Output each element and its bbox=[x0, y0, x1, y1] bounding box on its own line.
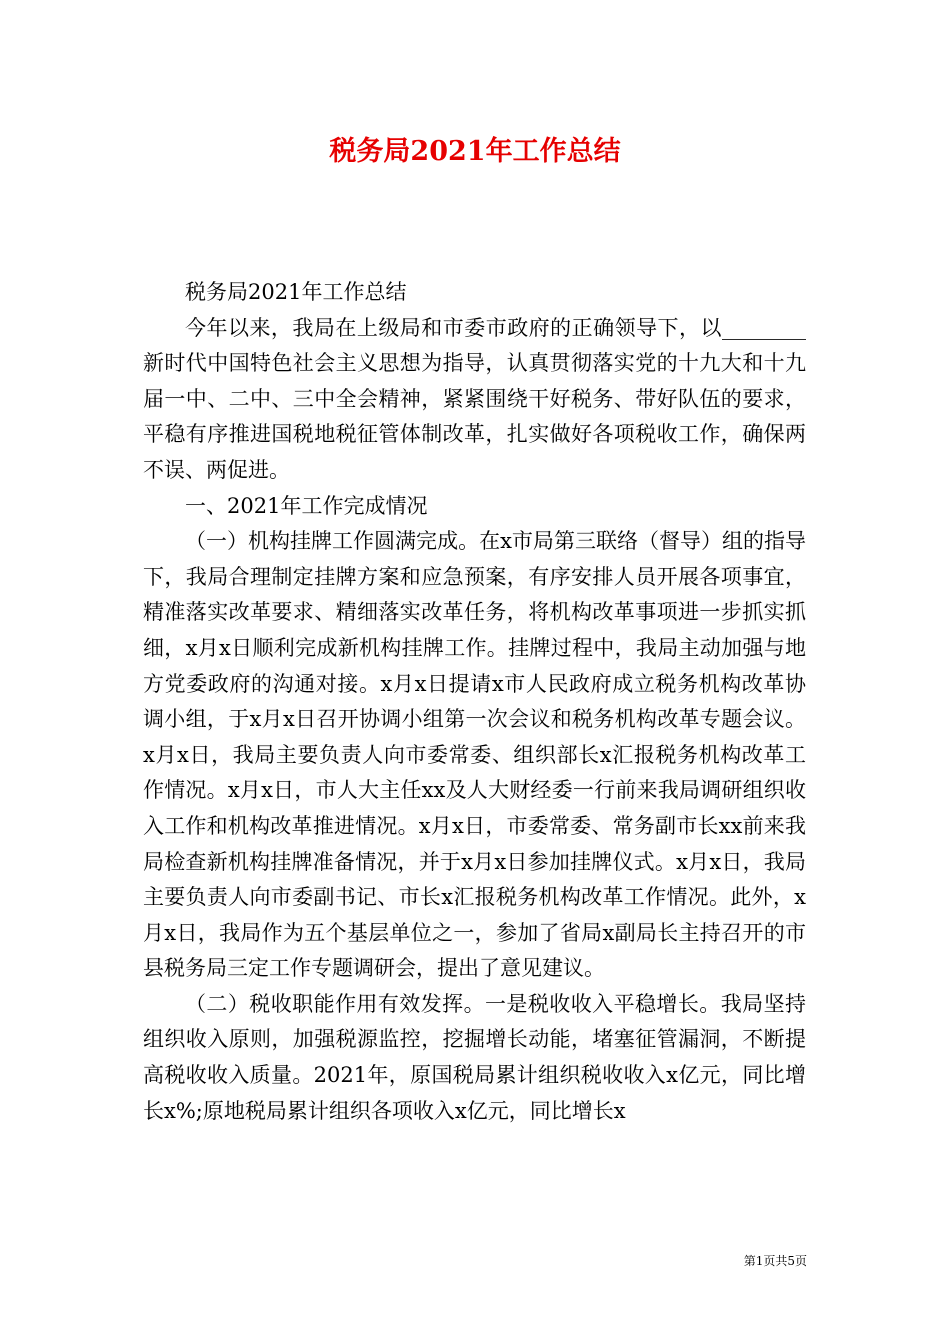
paragraph-section-1: （一）机构挂牌工作圆满完成。在x市局第三联络（督导）组的指导下，我局合理制定挂牌方案和应急预案，有序安排人员开展各项事宜，精准落实改革要求、精细落实改革任务，将机构改革事项进一步抓实抓细，x月x日顺利完成新机构挂牌工作。挂牌过程中，我局主动加强与地方党委政府的沟通对接。x月x日提请x市人民政府成立税务机构改革协调小组，于x月x日召开协调小组第一次会议和税务机构改革专题会议。x月x日，我局主要负责人向市委常委、组织部长x汇报税务机构改革工作情况。x月x日，市人大主任xx及人大财经委一行前来我局调研组织收入工作和机构改革推进情况。x月x日，市委常委、常务副市长xx前来我局检查新机构挂牌准备情况，并于x月x日参加挂牌仪式。x月x日，我局主要负责人向市委副书记、市长x汇报税务机构改革工作情况。此外，x月x日，我局作为五个基层单位之一，参加了省局x副局长主持召开的市县税务局三定工作专题调研会，提出了意见建议。 bbox=[143, 529, 806, 981]
page-number-footer: 第1页共5页 bbox=[743, 1254, 807, 1268]
section-heading: 一、2021年工作完成情况 bbox=[185, 493, 428, 518]
paragraph-heading: 税务局2021年工作总结 bbox=[185, 280, 407, 304]
paragraph-section-2: （二）税收职能作用有效发挥。一是税收收入平稳增长。我局坚持组织收入原则，加强税源监控，挖掘增长动能，堵塞征管漏洞，不断提高税收收入质量。2021年，原国税局累计组织税收收入x亿元，同比增长x%;原地税局累计组织各项收入x亿元，同比增长x bbox=[143, 991, 806, 1123]
paragraph-intro: 今年以来，我局在上级局和市委市政府的正确领导下，以________新时代中国特色社会主义思想为指导，认真贯彻落实党的十九大和十九届一中、二中、三中全会精神，紧紧围绕干好税务、带好队伍的要求，平稳有序推进国税地税征管体制改革，扎实做好各项税收工作，确保两不误、两促进。 bbox=[143, 315, 806, 482]
document-body bbox=[143, 275, 806, 1129]
document-title: 税务局2021年工作总结 bbox=[329, 136, 621, 167]
